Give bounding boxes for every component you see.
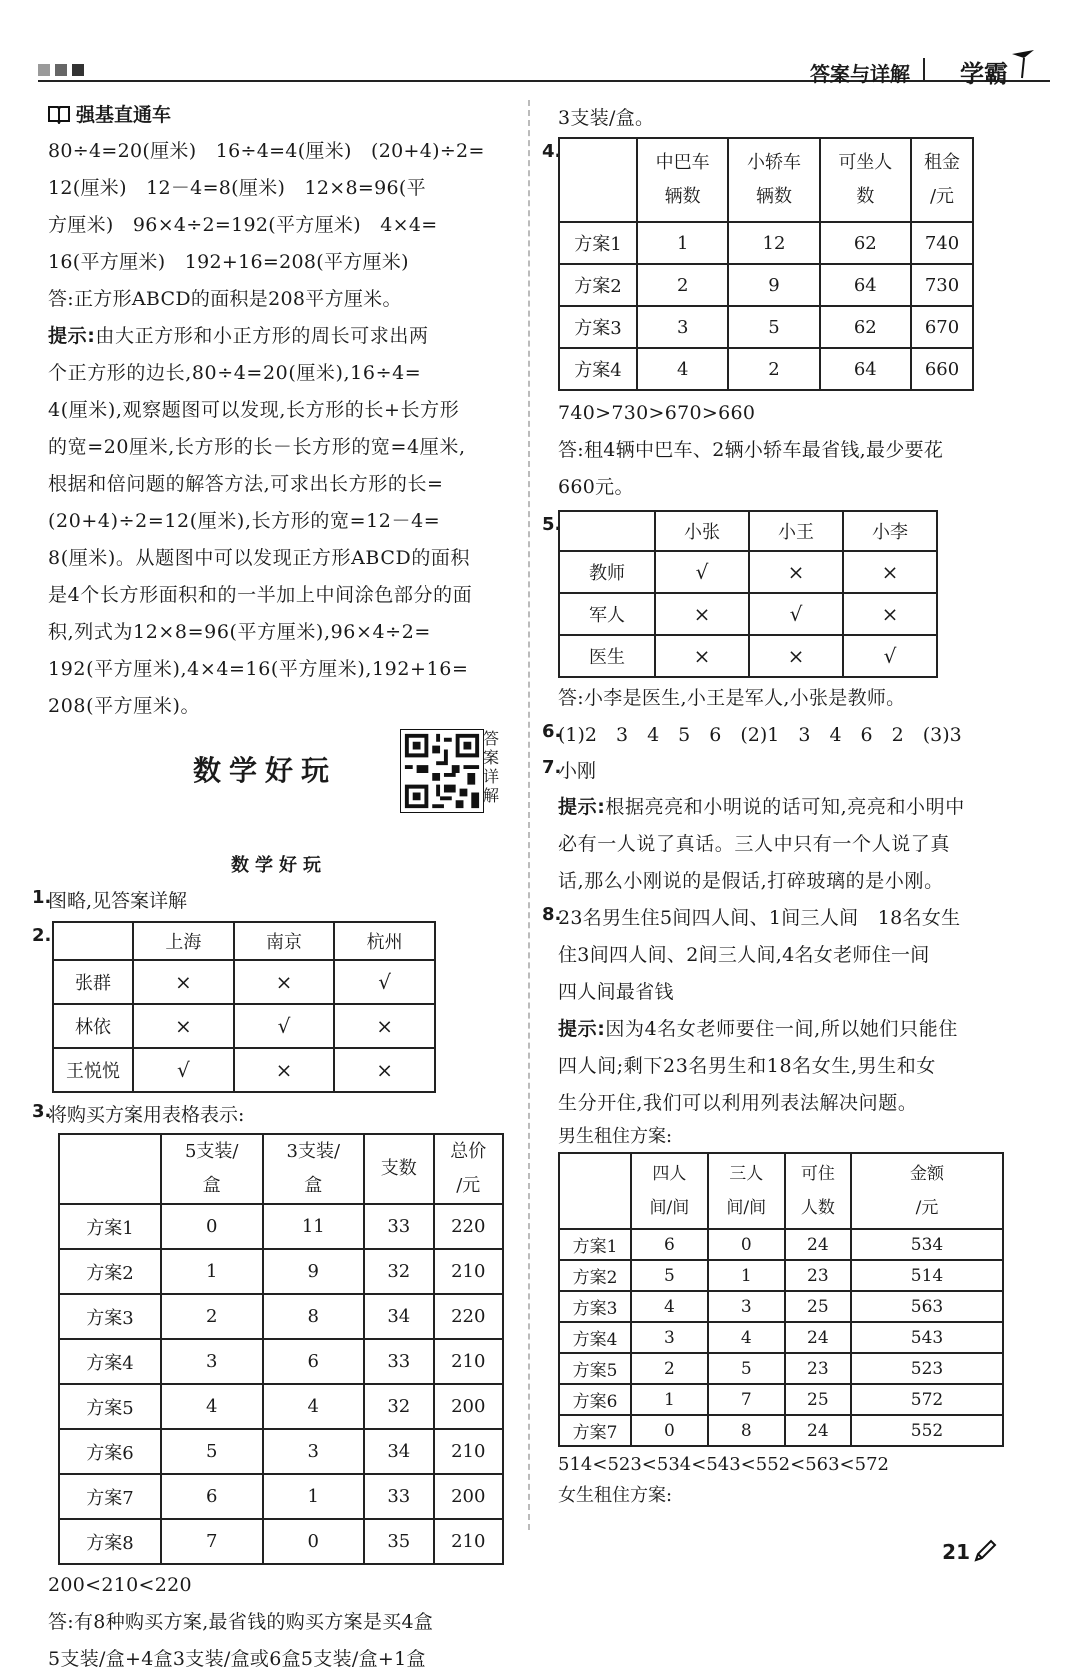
q3-continuation: 3支装/盒。: [558, 107, 655, 129]
table-header: [637, 138, 728, 222]
table-cell: 方案4: [559, 1322, 631, 1353]
header-decoration: [38, 64, 84, 76]
table-cell: 12: [728, 222, 819, 264]
hint-line: 因为4名女老师要住一间,所以她们只能住: [605, 1018, 958, 1040]
table-cell: 方案1: [559, 222, 637, 264]
table-cell: 3: [263, 1429, 365, 1474]
table-cell: 军人: [559, 593, 655, 635]
table-cell: 670: [911, 306, 973, 348]
table-row: [53, 1004, 435, 1048]
section-title-text: 强基直通车: [76, 104, 172, 126]
table-cell: 1: [631, 1384, 708, 1415]
table-cell: 24: [785, 1322, 851, 1353]
answer-line: 5支装/盒+4盒3支装/盒或6盒5支装/盒+1盒: [48, 1648, 426, 1670]
header-line: 金额: [910, 1164, 944, 1184]
header-line: 三人: [729, 1164, 764, 1184]
q3-compare: 200<210<220: [48, 1574, 192, 1596]
question-number: 8.: [542, 904, 562, 925]
table-row: [59, 1249, 503, 1294]
solution-line: 16(平方厘米) 192+16=208(平方厘米): [48, 251, 409, 273]
table-cell: 2: [637, 264, 728, 306]
table-cell: √: [655, 551, 749, 593]
table-header: 上海: [133, 922, 234, 960]
hint-line: 4(厘米),观察题图可以发现,长方形的长+长方形: [48, 399, 460, 421]
table-row: [559, 593, 937, 635]
answer-line: 答:有8种购买方案,最省钱的购买方案是买4盒: [48, 1611, 434, 1633]
table-cell: 方案2: [559, 1260, 631, 1291]
table-cell: 林依: [53, 1004, 133, 1048]
table-cell: 方案1: [559, 1229, 631, 1260]
question-intro: 将购买方案用表格表示:: [48, 1104, 245, 1126]
table-cell: 660: [911, 348, 973, 390]
table-cell: 11: [263, 1204, 365, 1249]
hint-line: 根据亮亮和小明说的话可知,亮亮和小明中: [605, 796, 965, 818]
table-row: [559, 1415, 1003, 1446]
table-cell: 张群: [53, 960, 133, 1004]
table-header: [434, 1134, 504, 1204]
table-header: 小李: [843, 511, 937, 551]
table-cell: 2: [631, 1353, 708, 1384]
table-row: [53, 1048, 435, 1092]
table-header: [631, 1153, 708, 1229]
table-header: [728, 138, 819, 222]
hint-line: 话,那么小刚说的是假话,打碎玻璃的是小刚。: [558, 870, 944, 892]
header-line: 盒: [202, 1175, 221, 1196]
table-cell: 方案6: [559, 1384, 631, 1415]
qr-code-icon[interactable]: [400, 729, 484, 813]
hint-line: 8(厘米)。从题图中可以发现正方形ABCD的面积: [48, 547, 471, 569]
table-header: 南京: [234, 922, 335, 960]
table-cell: 8: [263, 1294, 365, 1339]
hint-label: 提示:: [48, 325, 96, 347]
header-line: 间/间: [649, 1198, 690, 1218]
fun-title: 数学好玩: [193, 754, 338, 787]
table-corner: [53, 922, 133, 960]
table-cell: 64: [820, 264, 911, 306]
brand-logo-icon: [1010, 48, 1036, 80]
table-cell: 543: [851, 1322, 1003, 1353]
pencil-icon: [972, 1538, 998, 1564]
table-row: [59, 1474, 503, 1519]
answer-line: 660元。: [558, 476, 634, 498]
table-cell: 35: [364, 1519, 433, 1564]
table-row: [559, 1353, 1003, 1384]
table-cell: 24: [785, 1415, 851, 1446]
table-row: [559, 264, 973, 306]
qr-caption: 答案详解: [483, 729, 500, 805]
table-header: 杭州: [334, 922, 435, 960]
table-cell: 8: [708, 1415, 785, 1446]
q8-compare: 514<523<534<543<552<563<572: [558, 1454, 889, 1475]
hint-line: 由大正方形和小正方形的周长可求出两: [95, 325, 429, 347]
table-cell: 514: [851, 1260, 1003, 1291]
header-line: /元: [929, 186, 955, 207]
table-cell: 740: [911, 222, 973, 264]
table-cell: 33: [364, 1204, 433, 1249]
table-cell: ×: [334, 1004, 435, 1048]
hint-line: 是4个长方形面积和的一半加上中间涂色部分的面: [48, 584, 473, 606]
table-row: [559, 1384, 1003, 1415]
q8-answer: [558, 900, 960, 1011]
table-header: [161, 1134, 263, 1204]
table-cell: 200: [434, 1474, 504, 1519]
table-cell: 方案3: [559, 1291, 631, 1322]
table-cell: 62: [820, 222, 911, 264]
table-row: [59, 1204, 503, 1249]
table-cell: √: [843, 635, 937, 677]
table-cell: 4: [637, 348, 728, 390]
solution-block: [48, 133, 510, 318]
solution-line: 答:正方形ABCD的面积是208平方厘米。: [48, 288, 402, 310]
table-cell: ×: [655, 635, 749, 677]
table-corner: [59, 1134, 161, 1204]
solution-line: 80÷4=20(厘米) 16÷4=4(厘米) (20+4)÷2=: [48, 140, 485, 162]
table-cell: 32: [364, 1249, 433, 1294]
hint-line: 个正方形的边长,80÷4=20(厘米),16÷4=: [48, 362, 422, 384]
header-line: 可坐人: [838, 152, 893, 173]
table-cell: 方案4: [559, 348, 637, 390]
table-header: [851, 1153, 1003, 1229]
table-header: [911, 138, 973, 222]
fun-subtitle: 数学好玩: [231, 855, 327, 876]
table-cell: 4: [708, 1322, 785, 1353]
header-line: 辆数: [755, 186, 792, 207]
table-cell: 王悦悦: [53, 1048, 133, 1092]
table-cell: 24: [785, 1229, 851, 1260]
table-cell: 730: [911, 264, 973, 306]
table-cell: 210: [434, 1249, 504, 1294]
header-line: /元: [915, 1198, 939, 1218]
table-cell: 563: [851, 1291, 1003, 1322]
table-cell: 9: [263, 1249, 365, 1294]
table-cell: ×: [133, 960, 234, 1004]
table-row: [559, 635, 937, 677]
table-cell: 34: [364, 1294, 433, 1339]
table-cell: 25: [785, 1384, 851, 1415]
table-cell: 3: [631, 1322, 708, 1353]
hint-line: (20+4)÷2=12(厘米),长方形的宽=12－4=: [48, 510, 441, 532]
header-title: 答案与详解: [810, 62, 910, 86]
table-cell: 220: [434, 1294, 504, 1339]
hint-line: 积,列式为12×8=96(平方厘米),96×4÷2=: [48, 621, 431, 643]
table-cell: 方案1: [59, 1204, 161, 1249]
hint-line: 四人间;剩下23名男生和18名女生,男生和女: [558, 1055, 936, 1077]
boys-label: 男生租住方案:: [558, 1126, 673, 1147]
question-number: 6.: [542, 721, 562, 742]
table-row: [559, 306, 973, 348]
table-cell: 62: [820, 306, 911, 348]
table-cell: 572: [851, 1384, 1003, 1415]
q7-hint: [558, 789, 1023, 900]
table-row: [559, 348, 973, 390]
table-cell: 方案8: [59, 1519, 161, 1564]
table-cell: 5: [728, 306, 819, 348]
header-line: /元: [456, 1175, 481, 1196]
table-row: [559, 1260, 1003, 1291]
table-cell: ×: [234, 1048, 335, 1092]
table-cell: 3: [637, 306, 728, 348]
question-number: 3.: [32, 1101, 52, 1122]
table-cell: 523: [851, 1353, 1003, 1384]
table-cell: 3: [161, 1339, 263, 1384]
table-cell: 医生: [559, 635, 655, 677]
answer-text: 图略,见答案详解: [48, 890, 188, 912]
question-number: 5.: [542, 514, 562, 535]
question-number: 7.: [542, 757, 562, 778]
hint-label: 提示:: [558, 796, 606, 818]
table-cell: 6: [631, 1229, 708, 1260]
table-cell: 0: [161, 1204, 263, 1249]
table-cell: 方案2: [559, 264, 637, 306]
header-line: 租金: [923, 152, 960, 173]
question-3: [32, 1097, 510, 1133]
page-number: 21: [942, 1540, 970, 1564]
table-cell: 方案3: [559, 306, 637, 348]
table-cell: 23: [785, 1353, 851, 1384]
table-cell: 220: [434, 1204, 504, 1249]
table-cell: 方案5: [559, 1353, 631, 1384]
table-row: [59, 1384, 503, 1429]
fun-section-header: [48, 729, 510, 847]
question-number: 1.: [32, 887, 52, 908]
table-cell: 2: [161, 1294, 263, 1339]
table-cell: 5: [161, 1429, 263, 1474]
table-cell: 方案7: [559, 1415, 631, 1446]
table-cell: 教师: [559, 551, 655, 593]
header-line: 盒: [304, 1175, 323, 1196]
city-table: [52, 921, 436, 1093]
table-cell: 5: [631, 1260, 708, 1291]
boys-room-table: [558, 1152, 1004, 1447]
table-cell: 210: [434, 1519, 504, 1564]
table-cell: ×: [655, 593, 749, 635]
girls-label: 女生租住方案:: [558, 1485, 673, 1506]
section-title: [48, 100, 510, 127]
q4-answer: [558, 432, 1023, 506]
table-row: [53, 960, 435, 1004]
table-cell: 4: [631, 1291, 708, 1322]
table-row: [59, 1339, 503, 1384]
header-line: 可住: [800, 1164, 835, 1184]
table-cell: 方案5: [59, 1384, 161, 1429]
table-header: [708, 1153, 785, 1229]
table-cell: 7: [708, 1384, 785, 1415]
header-line: 5支装/: [184, 1141, 239, 1162]
question-8: [542, 900, 1023, 1011]
answer-line: 23名男生住5间四人间、1间三人间 18名女生: [558, 907, 961, 929]
table-row: [559, 551, 937, 593]
answer-text: (1)2 3 4 5 6 (2)1 3 4 6 2 (3)3: [558, 724, 962, 746]
header-line: 小轿车: [746, 152, 801, 173]
header-line: 中巴车: [655, 152, 710, 173]
q4-compare: 740>730>670>660: [558, 402, 756, 424]
table-cell: √: [749, 593, 843, 635]
table-header: [820, 138, 911, 222]
question-4: [542, 137, 1023, 391]
table-cell: 方案2: [59, 1249, 161, 1294]
question-number: 4.: [542, 141, 562, 162]
purchase-table: [58, 1133, 504, 1565]
table-cell: 1: [708, 1260, 785, 1291]
table-cell: ×: [334, 1048, 435, 1092]
table-header: 小王: [749, 511, 843, 551]
question-1: [32, 883, 510, 919]
table-cell: 4: [161, 1384, 263, 1429]
table-cell: 方案7: [59, 1474, 161, 1519]
table-cell: ×: [843, 593, 937, 635]
table-cell: 6: [161, 1474, 263, 1519]
table-cell: 方案4: [59, 1339, 161, 1384]
hint-label: 提示:: [558, 1018, 606, 1040]
table-cell: 5: [708, 1353, 785, 1384]
table-cell: √: [133, 1048, 234, 1092]
table-header: [364, 1134, 433, 1204]
solution-line: 方厘米) 96×4÷2=192(平方厘米) 4×4=: [48, 214, 438, 236]
table-cell: 23: [785, 1260, 851, 1291]
table-cell: 1: [637, 222, 728, 264]
header-line: 辆数: [664, 186, 701, 207]
header-line: 3支装/: [286, 1141, 341, 1162]
table-cell: 7: [161, 1519, 263, 1564]
answer-line: 答:租4辆中巴车、2辆小轿车最省钱,最少要花: [558, 439, 944, 461]
table-cell: 1: [263, 1474, 365, 1519]
table-header: [263, 1134, 365, 1204]
hint-line: 必有一人说了真话。三人中只有一个人说了真: [558, 833, 951, 855]
table-cell: 64: [820, 348, 911, 390]
table-cell: ×: [234, 960, 335, 1004]
table-cell: 3: [708, 1291, 785, 1322]
header-line: 支数: [380, 1158, 417, 1179]
hint-line: 生分开住,我们可以利用列表法解决问题。: [558, 1092, 918, 1114]
table-cell: 33: [364, 1474, 433, 1519]
header-line: 人数: [800, 1198, 835, 1218]
question-6: [542, 717, 1023, 753]
table-cell: 方案3: [59, 1294, 161, 1339]
right-column: [542, 100, 1023, 1511]
column-separator: [528, 100, 530, 1530]
header-line: 总价: [450, 1141, 487, 1162]
table-cell: 6: [263, 1339, 365, 1384]
table-cell: ×: [749, 635, 843, 677]
table-cell: 0: [263, 1519, 365, 1564]
table-cell: 200: [434, 1384, 504, 1429]
header-line: 间/间: [726, 1198, 767, 1218]
header-separator: [923, 58, 925, 82]
table-row: [59, 1294, 503, 1339]
answer-line: 住3间四人间、2间三人间,4名女老师住一间: [558, 944, 930, 966]
book-icon: [48, 104, 70, 124]
table-cell: 534: [851, 1229, 1003, 1260]
q3-answer: [48, 1604, 510, 1678]
table-cell: 0: [708, 1229, 785, 1260]
table-cell: 1: [161, 1249, 263, 1294]
left-column: [32, 100, 510, 1678]
table-cell: 32: [364, 1384, 433, 1429]
table-header: 小张: [655, 511, 749, 551]
bus-table: [558, 137, 974, 391]
table-row: [559, 1322, 1003, 1353]
table-cell: √: [234, 1004, 335, 1048]
question-2: [32, 921, 510, 1093]
header-brand: 学霸: [960, 60, 1008, 88]
table-cell: √: [334, 960, 435, 1004]
table-cell: 210: [434, 1429, 504, 1474]
table-corner: [559, 511, 655, 551]
table-corner: [559, 1153, 631, 1229]
header-line: 四人: [652, 1164, 687, 1184]
table-cell: 9: [728, 264, 819, 306]
table-cell: 方案6: [59, 1429, 161, 1474]
table-cell: 2: [728, 348, 819, 390]
q5-answer: 答:小李是医生,小王是军人,小张是教师。: [558, 687, 906, 709]
occupation-table: [558, 510, 938, 678]
table-cell: ×: [749, 551, 843, 593]
answer-text: 小刚: [558, 760, 597, 782]
q8-hint: [558, 1011, 1023, 1122]
table-row: [59, 1519, 503, 1564]
table-header: [785, 1153, 851, 1229]
table-cell: 552: [851, 1415, 1003, 1446]
table-cell: 33: [364, 1339, 433, 1384]
hint-line: 根据和倍问题的解答方法,可求出长方形的长=: [48, 473, 444, 495]
solution-line: 12(厘米) 12－4=8(厘米) 12×8=96(平: [48, 177, 426, 199]
hint-line: 的宽=20厘米,长方形的长－长方形的宽=4厘米,: [48, 436, 466, 458]
table-cell: ×: [843, 551, 937, 593]
header-line: 数: [856, 186, 875, 207]
table-corner: [559, 138, 637, 222]
table-cell: 25: [785, 1291, 851, 1322]
table-cell: 34: [364, 1429, 433, 1474]
hint-block: [48, 318, 510, 725]
table-cell: 4: [263, 1384, 365, 1429]
question-7: [542, 753, 1023, 789]
table-cell: 0: [631, 1415, 708, 1446]
table-row: [59, 1429, 503, 1474]
table-row: [559, 1291, 1003, 1322]
question-number: 2.: [32, 925, 52, 946]
table-cell: ×: [133, 1004, 234, 1048]
hint-line: 208(平方厘米)。: [48, 695, 201, 717]
answer-line: 四人间最省钱: [558, 981, 674, 1003]
hint-line: 192(平方厘米),4×4=16(平方厘米),192+16=: [48, 658, 469, 680]
table-cell: 210: [434, 1339, 504, 1384]
table-row: [559, 1229, 1003, 1260]
question-5: [542, 510, 1023, 678]
table-row: [559, 222, 973, 264]
